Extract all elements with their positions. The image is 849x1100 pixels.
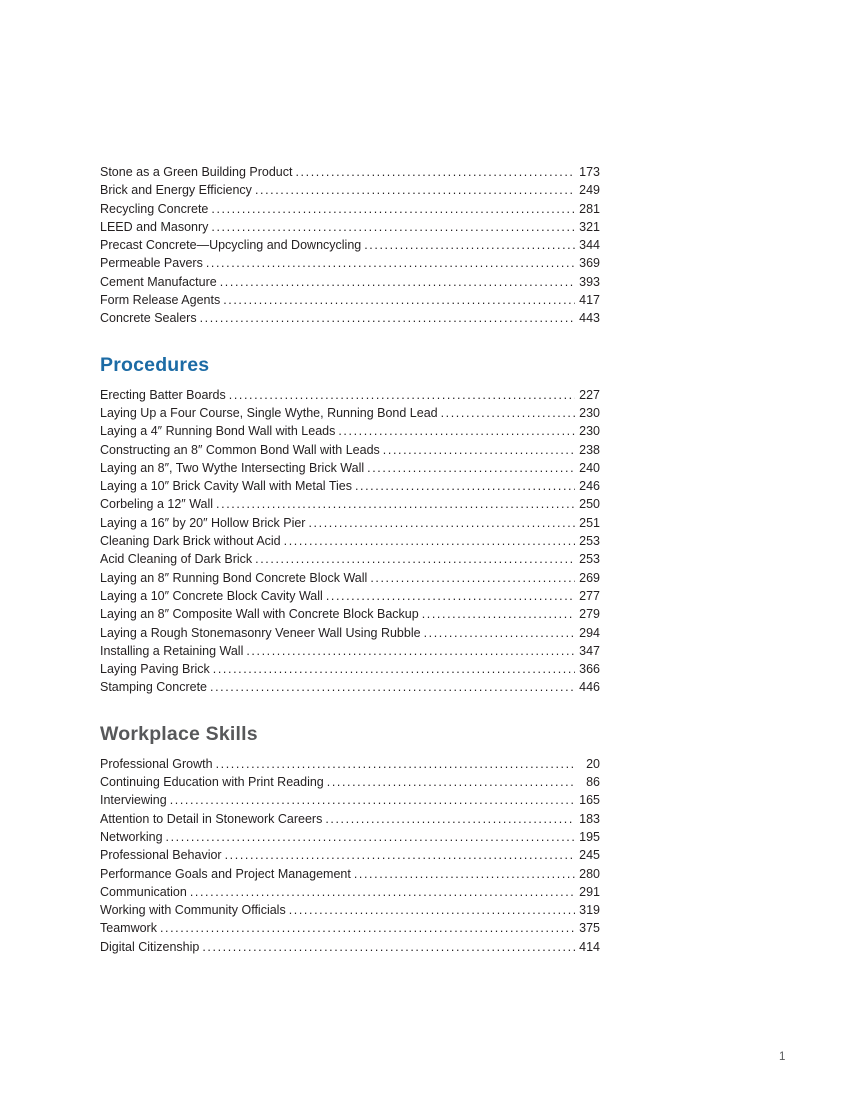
entry-page-number: 321 xyxy=(579,219,600,234)
toc-entry xyxy=(100,865,600,883)
entry-label: Working with Community Officials xyxy=(100,903,286,918)
entry-page-number: 291 xyxy=(579,884,600,899)
toc-entry xyxy=(100,550,600,568)
toc-entry xyxy=(100,678,600,696)
toc-entry xyxy=(100,846,600,864)
entry-page-number: 230 xyxy=(579,424,600,439)
dot-leader xyxy=(223,291,575,309)
dot-leader xyxy=(202,938,575,956)
entry-label: Acid Cleaning of Dark Brick xyxy=(100,552,253,567)
dot-leader xyxy=(325,810,575,828)
toc-entry xyxy=(100,642,600,660)
dot-leader xyxy=(370,569,575,587)
dot-leader xyxy=(338,422,575,440)
section-title: Workplace Skills xyxy=(100,722,258,745)
toc-entry xyxy=(100,459,600,477)
entry-page-number: 277 xyxy=(579,588,600,603)
toc-entry xyxy=(100,883,600,901)
entry-page-number: 366 xyxy=(579,662,600,677)
entry-label: Laying Paving Brick xyxy=(100,662,210,677)
entry-label: Professional Behavior xyxy=(100,848,222,863)
dot-leader xyxy=(295,163,575,181)
dot-leader xyxy=(327,773,575,791)
entry-label: Laying a 10″ Concrete Block Cavity Wall xyxy=(100,588,323,603)
dot-leader xyxy=(220,273,575,291)
toc-entry xyxy=(100,236,600,254)
entry-page-number: 279 xyxy=(579,607,600,622)
toc-entry xyxy=(100,254,600,272)
dot-leader xyxy=(255,181,575,199)
toc-entry xyxy=(100,477,600,495)
entry-label: Cement Manufacture xyxy=(100,274,217,289)
entry-label: LEED and Masonry xyxy=(100,219,209,234)
dot-leader xyxy=(354,865,575,883)
dot-leader xyxy=(308,514,575,532)
entry-page-number: 393 xyxy=(579,274,600,289)
entry-label: Stone as a Green Building Product xyxy=(100,165,293,179)
entry-label: Laying Up a Four Course, Single Wythe, Running Bond Lead xyxy=(100,405,438,420)
dot-leader xyxy=(211,200,575,218)
entry-label: Corbeling a 12″ Wall xyxy=(100,497,214,512)
dot-leader xyxy=(289,901,575,919)
toc-entry xyxy=(100,495,600,513)
entry-page-number: 86 xyxy=(586,775,600,790)
entry-page-number: 183 xyxy=(579,811,600,826)
dot-leader xyxy=(364,236,575,254)
dot-leader xyxy=(255,550,575,568)
entry-label: Continuing Education with Print Reading xyxy=(100,775,324,790)
entry-page-number: 165 xyxy=(579,793,600,808)
entry-page-number: 414 xyxy=(579,939,600,954)
toc-entry xyxy=(100,181,600,199)
toc-entry xyxy=(100,291,600,309)
entry-label: Permeable Pavers xyxy=(100,256,203,271)
toc-entry xyxy=(100,532,600,550)
dot-leader xyxy=(424,624,575,642)
entry-page-number: 195 xyxy=(579,829,600,844)
entry-page-number: 245 xyxy=(579,848,600,863)
entry-page-number: 227 xyxy=(579,387,600,402)
entry-label: Concrete Sealers xyxy=(100,311,197,326)
toc-entry xyxy=(100,386,600,404)
dot-leader xyxy=(213,660,575,678)
toc-entry-list xyxy=(100,755,600,956)
entry-label: Performance Goals and Project Management xyxy=(100,866,351,881)
entry-label: Laying a 10″ Brick Cavity Wall with Metal Ties xyxy=(100,479,352,494)
toc-entry xyxy=(100,422,600,440)
dot-leader xyxy=(441,404,575,422)
entry-label: Networking xyxy=(100,829,163,844)
dot-leader xyxy=(160,919,575,937)
dot-leader xyxy=(246,642,575,660)
entry-page-number: 253 xyxy=(579,552,600,567)
entry-page-number: 375 xyxy=(579,921,600,936)
entry-page-number: 369 xyxy=(579,256,600,271)
toc-entry xyxy=(100,938,600,956)
toc-entry-list xyxy=(100,163,600,328)
toc-entry xyxy=(100,441,600,459)
toc-entry xyxy=(100,624,600,642)
toc-entry xyxy=(100,273,600,291)
toc-section xyxy=(100,163,600,328)
entry-label: Laying an 8″ Running Bond Concrete Block Wall xyxy=(100,570,368,585)
toc-entry xyxy=(100,828,600,846)
entry-page-number: 443 xyxy=(579,311,600,326)
entry-label: Brick and Energy Efficiency xyxy=(100,183,252,198)
dot-leader xyxy=(326,587,575,605)
entry-label: Digital Citizenship xyxy=(100,939,200,954)
entry-page-number: 20 xyxy=(586,756,600,771)
toc-entry xyxy=(100,163,600,181)
entry-label: Attention to Detail in Stonework Careers xyxy=(100,811,323,826)
toc-entry xyxy=(100,755,600,773)
entry-page-number: 319 xyxy=(579,903,600,918)
toc-sections xyxy=(100,163,600,956)
toc-content xyxy=(100,163,600,956)
entry-label: Laying a 16″ by 20″ Hollow Brick Pier xyxy=(100,515,306,530)
toc-entry xyxy=(100,605,600,623)
entry-label: Teamwork xyxy=(100,921,157,936)
entry-page-number: 417 xyxy=(579,293,600,308)
entry-page-number: 347 xyxy=(579,643,600,658)
entry-label: Constructing an 8″ Common Bond Wall with Leads xyxy=(100,442,380,457)
toc-entry-list xyxy=(100,386,600,697)
entry-page-number: 281 xyxy=(579,201,600,216)
toc-entry xyxy=(100,514,600,532)
entry-page-number: 238 xyxy=(579,442,600,457)
toc-entry xyxy=(100,901,600,919)
dot-leader xyxy=(367,459,575,477)
dot-leader xyxy=(383,441,575,459)
dot-leader xyxy=(216,755,575,773)
entry-label: Precast Concrete—Upcycling and Downcycling xyxy=(100,238,362,253)
page-number: 1 xyxy=(779,1051,786,1063)
toc-entry xyxy=(100,810,600,828)
entry-page-number: 294 xyxy=(579,625,600,640)
dot-leader xyxy=(206,254,575,272)
toc-entry xyxy=(100,660,600,678)
entry-page-number: 246 xyxy=(579,479,600,494)
toc-entry xyxy=(100,587,600,605)
dot-leader xyxy=(166,828,575,846)
toc-entry xyxy=(100,791,600,809)
entry-label: Form Release Agents xyxy=(100,293,221,308)
entry-label: Communication xyxy=(100,884,187,899)
entry-label: Stamping Concrete xyxy=(100,680,208,695)
entry-page-number: 253 xyxy=(579,534,600,549)
toc-section xyxy=(100,723,600,956)
entry-label: Cleaning Dark Brick without Acid xyxy=(100,534,281,549)
toc-entry xyxy=(100,919,600,937)
section-title: Procedures xyxy=(100,353,210,376)
entry-page-number: 251 xyxy=(579,515,600,530)
toc-entry xyxy=(100,773,600,791)
dot-leader xyxy=(170,791,575,809)
dot-leader xyxy=(225,846,575,864)
dot-leader xyxy=(229,386,575,404)
dot-leader xyxy=(422,605,575,623)
dot-leader xyxy=(284,532,575,550)
dot-leader xyxy=(200,309,575,327)
dot-leader xyxy=(216,495,575,513)
entry-page-number: 250 xyxy=(579,497,600,512)
entry-label: Erecting Batter Boards xyxy=(100,387,226,402)
toc-entry xyxy=(100,569,600,587)
dot-leader xyxy=(190,883,575,901)
entry-page-number: 344 xyxy=(579,238,600,253)
entry-label: Laying a 4″ Running Bond Wall with Leads xyxy=(100,424,336,439)
entry-page-number: 173 xyxy=(579,165,600,179)
toc-entry xyxy=(100,404,600,422)
entry-page-number: 446 xyxy=(579,680,600,695)
entry-label: Installing a Retaining Wall xyxy=(100,643,244,658)
entry-page-number: 240 xyxy=(579,460,600,475)
toc-entry xyxy=(100,200,600,218)
entry-page-number: 249 xyxy=(579,183,600,198)
entry-page-number: 280 xyxy=(579,866,600,881)
entry-label: Laying a Rough Stonemasonry Veneer Wall Using Rubble xyxy=(100,625,421,640)
dot-leader xyxy=(211,218,575,236)
entry-label: Professional Growth xyxy=(100,756,213,771)
dot-leader xyxy=(210,678,575,696)
toc-entry xyxy=(100,309,600,327)
entry-label: Laying an 8″, Two Wythe Intersecting Brick Wall xyxy=(100,460,365,475)
toc-entry xyxy=(100,218,600,236)
entry-label: Interviewing xyxy=(100,793,167,808)
toc-section xyxy=(100,354,600,697)
entry-label: Laying an 8″ Composite Wall with Concrete Block Backup xyxy=(100,607,419,622)
entry-label: Recycling Concrete xyxy=(100,201,209,216)
dot-leader xyxy=(355,477,575,495)
entry-page-number: 230 xyxy=(579,405,600,420)
entry-page-number: 269 xyxy=(579,570,600,585)
